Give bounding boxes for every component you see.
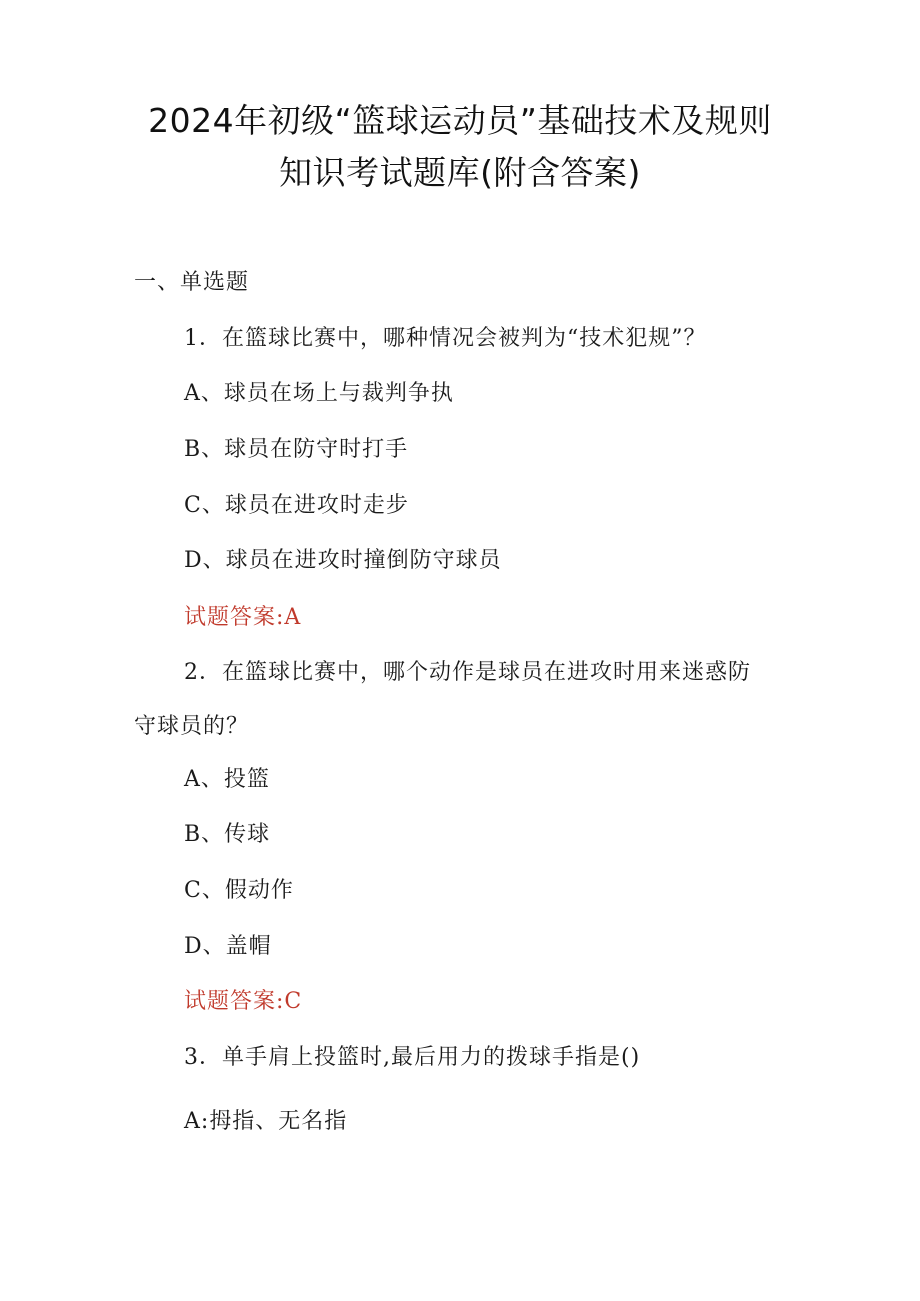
question-3-stem: 3．单手肩上投篮时,最后用力的拨球手指是() <box>184 1045 641 1070</box>
question-1-stem: 1．在篮球比赛中，哪种情况会被判为“技术犯规”？ <box>184 326 707 351</box>
question-1-option-c: C、球员在进攻时走步 <box>184 493 409 518</box>
document-title-line2: 知识考试题库(附含答案) <box>279 153 641 192</box>
section-heading: 一、单选题 <box>134 270 250 295</box>
question-1-answer: 试题答案:A <box>184 605 302 630</box>
question-2-stem-line2: 守球员的？ <box>134 714 250 739</box>
question-2-option-d: D、盖帽 <box>184 934 272 959</box>
document-title-line1: 2024年初级“篮球运动员”基础技术及规则 <box>148 101 772 140</box>
question-3-option-a: A:拇指、无名指 <box>184 1109 348 1134</box>
question-2-stem-line1: 2．在篮球比赛中，哪个动作是球员在进攻时用来迷惑防 <box>184 660 751 685</box>
question-1-option-d: D、球员在进攻时撞倒防守球员 <box>184 548 502 573</box>
question-2-answer: 试题答案:C <box>184 989 303 1014</box>
question-2-option-c: C、假动作 <box>184 878 294 903</box>
question-1-option-a: A、球员在场上与裁判争执 <box>184 381 454 406</box>
question-2-option-b: B、传球 <box>184 822 271 847</box>
question-1-option-b: B、球员在防守时打手 <box>184 437 409 462</box>
question-2-option-a: A、投篮 <box>184 767 270 792</box>
